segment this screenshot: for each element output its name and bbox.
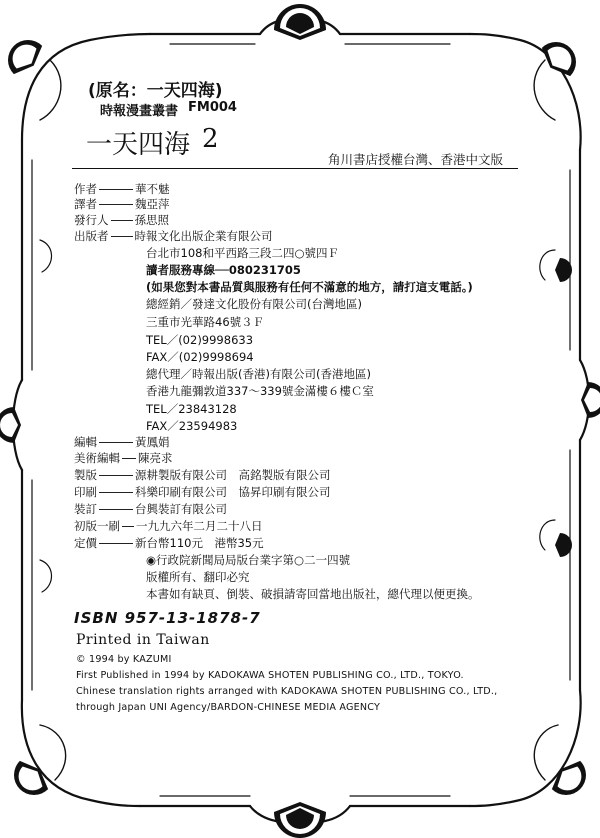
- credit-value: 孫思照: [134, 213, 169, 227]
- credit-label: 譯者: [74, 197, 97, 211]
- hk-agent: 總代理／時報出版(香港)有限公司(香港地區): [146, 367, 371, 381]
- credit-label: 美術編輯: [74, 451, 120, 465]
- registration-number: ◉行政院新聞局局版台業字第○二一四號: [146, 553, 351, 567]
- book-title: 一天四海: [86, 130, 191, 160]
- credit-label: 編輯: [74, 435, 97, 449]
- credit-label: 定價: [74, 536, 97, 550]
- credit-label: 發行人: [74, 213, 109, 227]
- printed-in: Printed in Taiwan: [76, 632, 210, 648]
- credit-plate: [74, 467, 331, 483]
- series-name: 時報漫畫叢書: [100, 104, 179, 119]
- credit-binding: [74, 501, 227, 517]
- credit-value: 華不魅: [135, 182, 170, 196]
- series-code: FM004: [188, 100, 237, 115]
- hk-fax: FAX／23594983: [146, 419, 238, 433]
- tw-fax: FAX／(02)9998694: [146, 350, 254, 364]
- credit-value: 黃鳳娟: [135, 435, 170, 449]
- credit-author: [74, 181, 170, 197]
- credit-value: 魏亞萍: [135, 197, 170, 211]
- credit-publisher: [74, 228, 273, 244]
- credit-issuer: [74, 212, 169, 228]
- credit-label: 出版者: [74, 229, 109, 243]
- returns-note: 本書如有缺頁、倒裝、破損請寄回當地出版社，總代理以便更換。: [146, 587, 480, 601]
- credit-label: 製版: [74, 468, 97, 482]
- copyright-line: © 1994 by KAZUMI: [76, 654, 172, 665]
- translation-rights-line: Chinese translation rights arranged with KADOKAWA SHOTEN PUBLISHING CO., LTD.,: [76, 686, 498, 697]
- credit-value: 一九九六年二月二十八日: [136, 519, 263, 533]
- volume-number: 2: [202, 124, 219, 154]
- tw-address: 三重市光華路46號３Ｆ: [146, 315, 265, 329]
- hotline-note: (如果您對本書品質與服務有任何不滿意的地方，請打這支電話。): [146, 280, 473, 294]
- credit-editor: [74, 434, 170, 450]
- credit-label: 作者: [74, 182, 97, 196]
- tw-tel: TEL／(02)9998633: [146, 333, 254, 347]
- reader-hotline: 讀者服務專線──080231705: [146, 263, 301, 277]
- credit-value: 科樂印刷有限公司 協昇印刷有限公司: [135, 485, 331, 499]
- credit-label: 印刷: [74, 485, 97, 499]
- publisher-address: 台北市108和平西路三段二四○號四Ｆ: [146, 246, 339, 260]
- agency-line: through Japan UNI Agency/BARDON-CHINESE MEDIA AGENCY: [76, 702, 381, 713]
- credit-value: 陳亮求: [138, 451, 173, 465]
- hk-tel: TEL／23843128: [146, 402, 237, 416]
- credit-print: [74, 484, 331, 500]
- hk-address: 香港九龍彌敦道337～339號金滿樓６樓Ｃ室: [146, 384, 374, 398]
- credit-label: 裝訂: [74, 502, 97, 516]
- credit-price: [74, 535, 264, 551]
- license-note: 角川書店授權台灣、香港中文版: [328, 152, 504, 167]
- isbn: ISBN 957-13-1878-7: [74, 609, 261, 627]
- first-published-line: First Published in 1994 by KADOKAWA SHOTEN PUBLISHING CO., LTD., TOKYO.: [76, 670, 464, 681]
- header-rule: [72, 168, 518, 169]
- tw-distributor: 總經銷／發達文化股份有限公司(台灣地區): [146, 297, 362, 311]
- credit-label: 初版一刷: [74, 519, 120, 533]
- credit-value: 源耕製版有限公司 高銘製版有限公司: [135, 468, 331, 482]
- credit-translator: [74, 196, 170, 212]
- credit-value: 新台幣110元 港幣35元: [135, 536, 264, 550]
- credit-edition: [74, 518, 263, 534]
- original-title: (原名：一天四海): [88, 81, 223, 101]
- credit-art-editor: [74, 450, 173, 466]
- credit-value: 台興裝訂有限公司: [135, 502, 227, 516]
- rights-reserved: 版權所有、翻印必究: [146, 570, 250, 584]
- credit-value: 時報文化出版企業有限公司: [134, 229, 273, 243]
